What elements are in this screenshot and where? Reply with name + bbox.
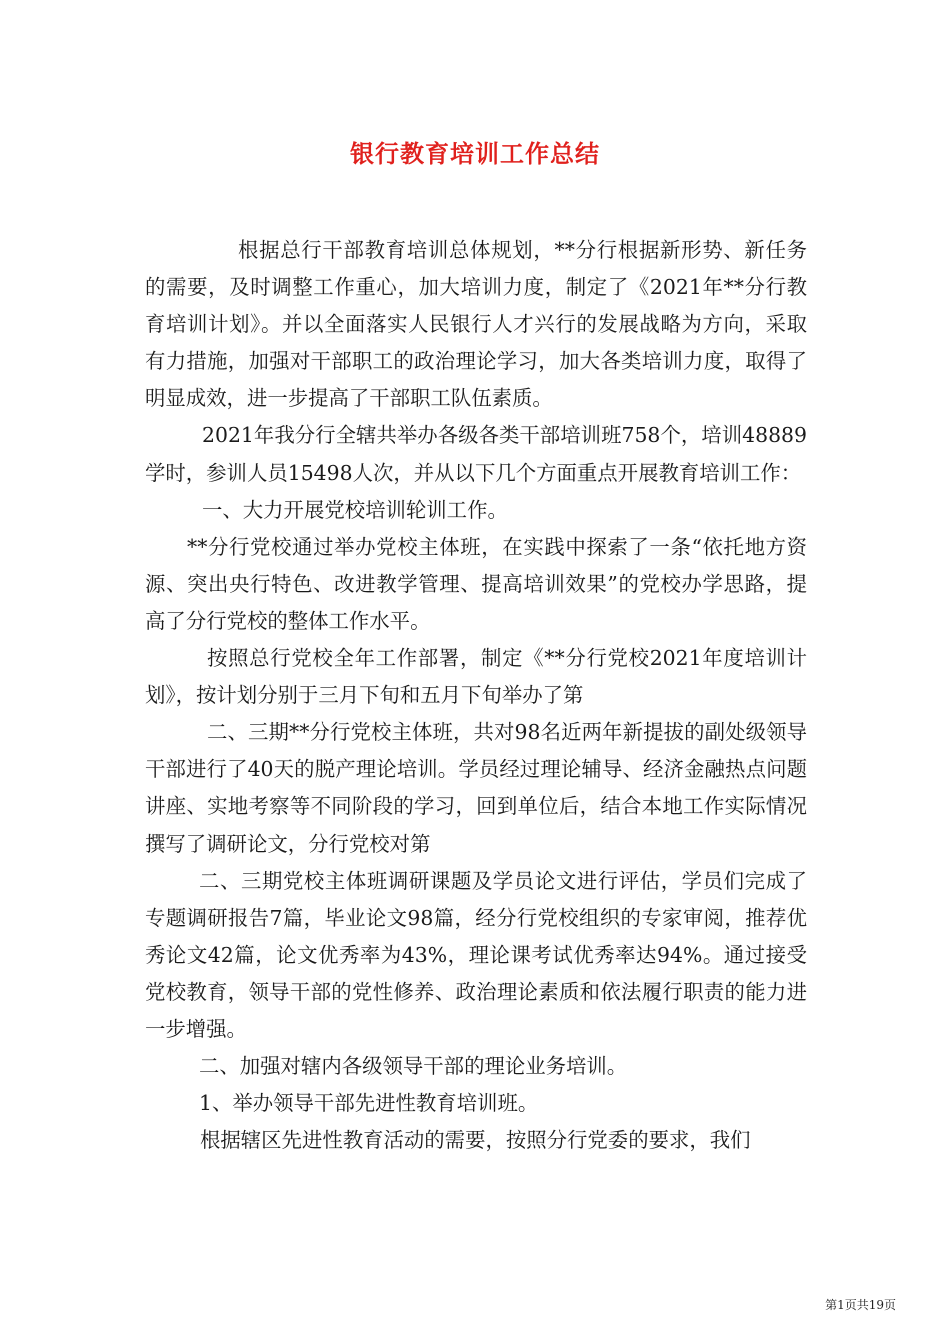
- paragraph-training-plan: 按照总行党校全年工作部署，制定《**分行党校2021年度培训计划》，按计划分别于三月下旬和五月下旬举办了第: [145, 646, 807, 708]
- subsection-heading-advanced-education: 1、举办领导干部先进性教育培训班。: [199, 1091, 539, 1116]
- paragraph-main-class: 二、三期**分行党校主体班，共对98名近两年新提拔的副处级领导干部进行了40天的脱产理论培训。学员经过理论辅导、经济金融热点问题讲座、实地考察等不同阶段的学习，回到单位后，结合本地工作实际情况撰写了调研论文，分行党校对第: [145, 720, 807, 856]
- document-body: [145, 232, 807, 1159]
- paragraph-statistics: 2021年我分行全辖共举办各级各类干部培训班758个，培训48889学时，参训人员15498人次，并从以下几个方面重点开展教育培训工作：: [145, 423, 807, 485]
- section-heading-party-school: 一、大力开展党校培训轮训工作。: [202, 497, 508, 522]
- paragraph-party-school: **分行党校通过举办党校主体班，在实践中探索了一条“依托地方资源、突出央行特色、改进教学管理、提高培训效果”的党校办学思路，提高了分行党校的整体工作水平。: [145, 534, 807, 633]
- paragraph-evaluation: 二、三期党校主体班调研课题及学员论文进行评估，学员们完成了专题调研报告7篇，毕业论文98篇，经分行党校组织的专家审阅，推荐优秀论文42篇，论文优秀率为43%，理论课考试优秀率达94%。通过接受党校教育，领导干部的党性修养、政治理论素质和依法履行职责的能力进一步增强。: [145, 868, 807, 1041]
- document-title: 银行教育培训工作总结: [350, 139, 600, 168]
- paragraph-intro: 根据总行干部教育培训总体规划，**分行根据新形势、新任务的需要，及时调整工作重心，加大培训力度，制定了《2021年**分行教育培训计划》。并以全面落实人民银行人才兴行的发展战略为方向，采取有力措施，加强对干部职工的政治理论学习，加大各类培训力度，取得了明显成效，进一步提高了干部职工队伍素质。: [145, 238, 807, 411]
- section-heading-leader-training: 二、加强对辖内各级领导干部的理论业务培训。: [199, 1054, 628, 1079]
- page-number: 第1页共19页: [825, 1298, 896, 1312]
- paragraph-advanced-education: 根据辖区先进性教育活动的需要，按照分行党委的要求，我们: [200, 1128, 751, 1153]
